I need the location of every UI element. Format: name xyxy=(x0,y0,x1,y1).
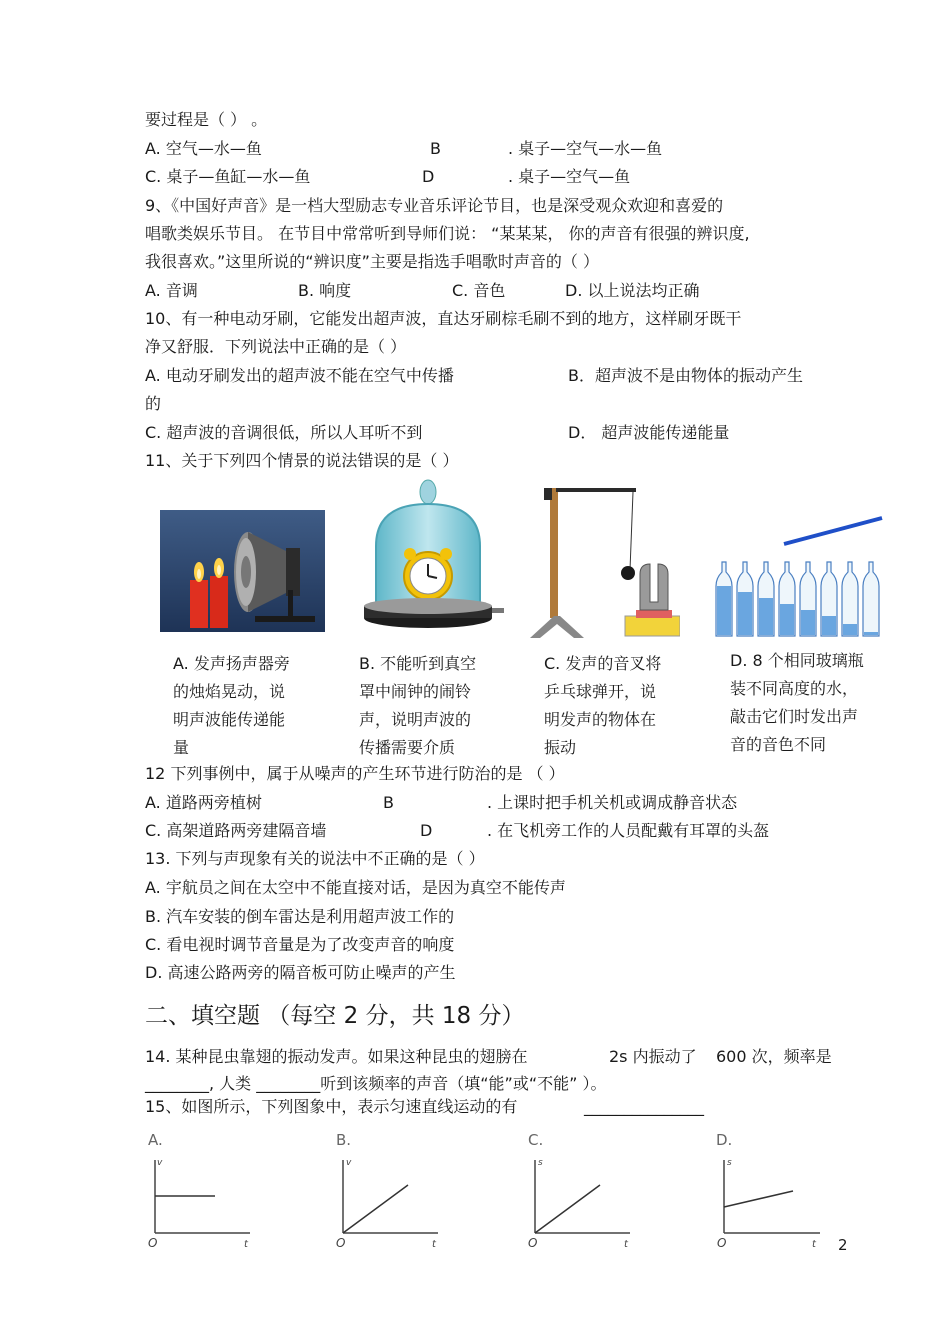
caption-a xyxy=(173,650,338,762)
q15-stem: 15、如图所示，下列图象中，表示匀速直线运动的有 xyxy=(145,1097,518,1116)
bottle-water xyxy=(738,592,752,635)
q14-stem-2: 2s 内振动了 xyxy=(609,1047,697,1066)
q12-option-c: C. 高架道路两旁建隔音墙 xyxy=(145,821,327,840)
q14-stem-1: 14. 某种昆虫靠翅的振动发声。如果这种昆虫的翅膀在 xyxy=(145,1047,528,1066)
q15-blank: _______________ xyxy=(584,1097,704,1116)
q9-option-a: A. 音调 xyxy=(145,281,198,300)
graph-c-letter: C. xyxy=(528,1131,544,1149)
graph-a xyxy=(148,1131,250,1250)
graph-c xyxy=(528,1131,630,1250)
q8-option-a: A. 空气—水—鱼 xyxy=(145,139,262,158)
caption-d-line: 音的音色不同 xyxy=(730,735,827,754)
q10-stem-1: 10、有一种电动牙刷，它能发出超声波，直达牙刷棕毛刷不到的地方，这样刷牙既干 xyxy=(145,309,742,328)
graph-d-line xyxy=(724,1191,793,1207)
bottle-glass xyxy=(863,562,879,636)
caption-d-line: 敲击它们时发出声 xyxy=(730,707,859,726)
caption-b-line: 传播需要介质 xyxy=(359,738,456,757)
q10-option-c: C. 超声波的音调很低，所以人耳听不到 xyxy=(145,423,423,442)
q12-option-d-letter: D xyxy=(420,821,433,840)
caption-c-line: 明发声的物体在 xyxy=(544,710,657,729)
graph-d-yaxis-label: s xyxy=(727,1158,732,1168)
graph-c-line xyxy=(535,1185,600,1233)
q14-stem-3: 600 次，频率是 xyxy=(716,1047,832,1066)
caption-a-line: 明声波能传递能 xyxy=(173,710,286,729)
q12-option-d: . 在飞机旁工作的人员配戴有耳罩的头盔 xyxy=(487,821,770,840)
graph-c-yaxis-label: s xyxy=(538,1158,543,1168)
caption-c-line: 乒乓球弹开，说 xyxy=(544,682,657,701)
caption-a-line: A. 发声扬声器旁 xyxy=(173,654,290,673)
q12-option-a: A. 道路两旁植树 xyxy=(145,793,262,812)
bottle-water xyxy=(864,632,878,635)
graph-b xyxy=(336,1131,438,1250)
graph-a-yaxis-label: v xyxy=(157,1158,163,1168)
q11-stem: 11、关于下列四个情景的说法错误的是（ ） xyxy=(145,451,459,470)
q10-stem-2: 净又舒服．下列说法中正确的是（ ） xyxy=(145,337,407,356)
caption-c xyxy=(544,650,709,762)
q12-option-b: . 上课时把手机关机或调成静音状态 xyxy=(487,793,738,812)
q13-option-a: A. 宇航员之间在太空中不能直接对话，是因为真空不能传声 xyxy=(145,878,566,897)
graph-a-xaxis-label: t xyxy=(244,1239,248,1250)
graph-b-origin: O xyxy=(336,1236,346,1250)
tuning-fork-image xyxy=(530,478,680,643)
q8-option-c: C. 桌子—鱼缸—水—鱼 xyxy=(145,167,311,186)
q9-stem-3: 我很喜欢。”这里所说的“辨识度”主要是指选手唱歌时声音的（ ） xyxy=(145,252,599,271)
bottle-water xyxy=(801,610,815,635)
section-heading: 二、填空题 （每空 2 分，共 18 分） xyxy=(145,1003,525,1029)
q8-option-b: . 桌子—空气—水—鱼 xyxy=(508,139,663,158)
graph-c-xaxis-label: t xyxy=(624,1239,628,1250)
graph-b-letter: B. xyxy=(336,1131,352,1149)
page-number: 2 xyxy=(838,1236,848,1254)
q10-option-b: B．超声波不是由物体的振动产生 xyxy=(568,366,803,385)
graph-d xyxy=(716,1131,820,1250)
q10-option-d: D． 超声波能传递能量 xyxy=(568,423,730,442)
caption-b-line: B. 不能听到真空 xyxy=(359,654,477,673)
q9-stem-2: 唱歌类娱乐节目。 在节目中常常听到导师们说： “某某某， 你的声音有很强的辨识度, xyxy=(145,224,750,243)
graph-b-yaxis-label: v xyxy=(346,1158,352,1168)
q8-option-b-letter: B xyxy=(430,139,441,158)
motion-graphs xyxy=(140,1125,860,1255)
q13-option-b: B. 汽车安装的倒车雷达是利用超声波工作的 xyxy=(145,907,455,926)
q9-option-d: D. 以上说法均正确 xyxy=(565,281,700,300)
q13-option-c: C. 看电视时调节音量是为了改变声音的响度 xyxy=(145,935,455,954)
bottle-water xyxy=(759,598,773,635)
caption-d-line: 装不同高度的水， xyxy=(730,679,859,698)
q12-stem: 12 下列事例中，属于从噪声的产生环节进行防治的是 （ ） xyxy=(145,764,565,783)
graph-c-origin: O xyxy=(528,1236,538,1250)
caption-b xyxy=(359,650,524,762)
caption-c-line: C. 发声的音叉将 xyxy=(544,654,662,673)
q12-option-b-letter: B xyxy=(383,793,394,812)
graph-b-line xyxy=(343,1185,408,1233)
bottle-water xyxy=(843,624,857,635)
graph-d-origin: O xyxy=(717,1236,727,1250)
graph-b-xaxis-label: t xyxy=(432,1239,436,1250)
q9-option-b: B. 响度 xyxy=(298,281,352,300)
caption-c-line: 振动 xyxy=(544,738,577,757)
q10-option-a: A. 电动牙刷发出的超声波不能在空气中传播 xyxy=(145,366,454,385)
q13-stem: 13. 下列与声现象有关的说法中不正确的是（ ） xyxy=(145,849,485,868)
graph-a-letter: A. xyxy=(148,1131,163,1149)
bottle-water xyxy=(822,616,836,635)
q13-option-d: D. 高速公路两旁的隔音板可防止噪声的产生 xyxy=(145,963,456,982)
q8-option-d-letter: D xyxy=(422,167,435,186)
caption-b-line: 罩中闹钟的闹铃 xyxy=(359,682,472,701)
q9-stem-1: 9、《中国好声音》是一档大型励志专业音乐评论节目，也是深受观众欢迎和喜爱的 xyxy=(145,196,724,215)
graph-d-letter: D. xyxy=(716,1131,733,1149)
q8-stem-end: 要过程是（ ） 。 xyxy=(145,110,268,129)
caption-a-line: 的烛焰晃动，说 xyxy=(173,682,286,701)
caption-d xyxy=(730,647,910,759)
q9-option-c: C. 音色 xyxy=(452,281,506,300)
q14-blanks: ________, 人类 ________听到该频率的声音（填“能”或“不能” ）。 xyxy=(145,1074,607,1093)
caption-d-line: D. 8 个相同玻璃瓶 xyxy=(730,651,864,670)
bottle-water xyxy=(780,604,794,635)
q8-option-d: . 桌子—空气—鱼 xyxy=(508,167,631,186)
bottle-water xyxy=(717,586,731,635)
bell-jar-clock-image xyxy=(362,478,512,638)
speaker-candles-image xyxy=(160,510,325,632)
water-bottles-image xyxy=(712,512,884,642)
caption-b-line: 声，说明声波的 xyxy=(359,710,472,729)
graph-d-xaxis-label: t xyxy=(812,1239,816,1250)
caption-a-line: 量 xyxy=(173,738,190,757)
graph-a-origin: O xyxy=(148,1236,158,1250)
q10-option-b-cont: 的 xyxy=(145,394,162,413)
